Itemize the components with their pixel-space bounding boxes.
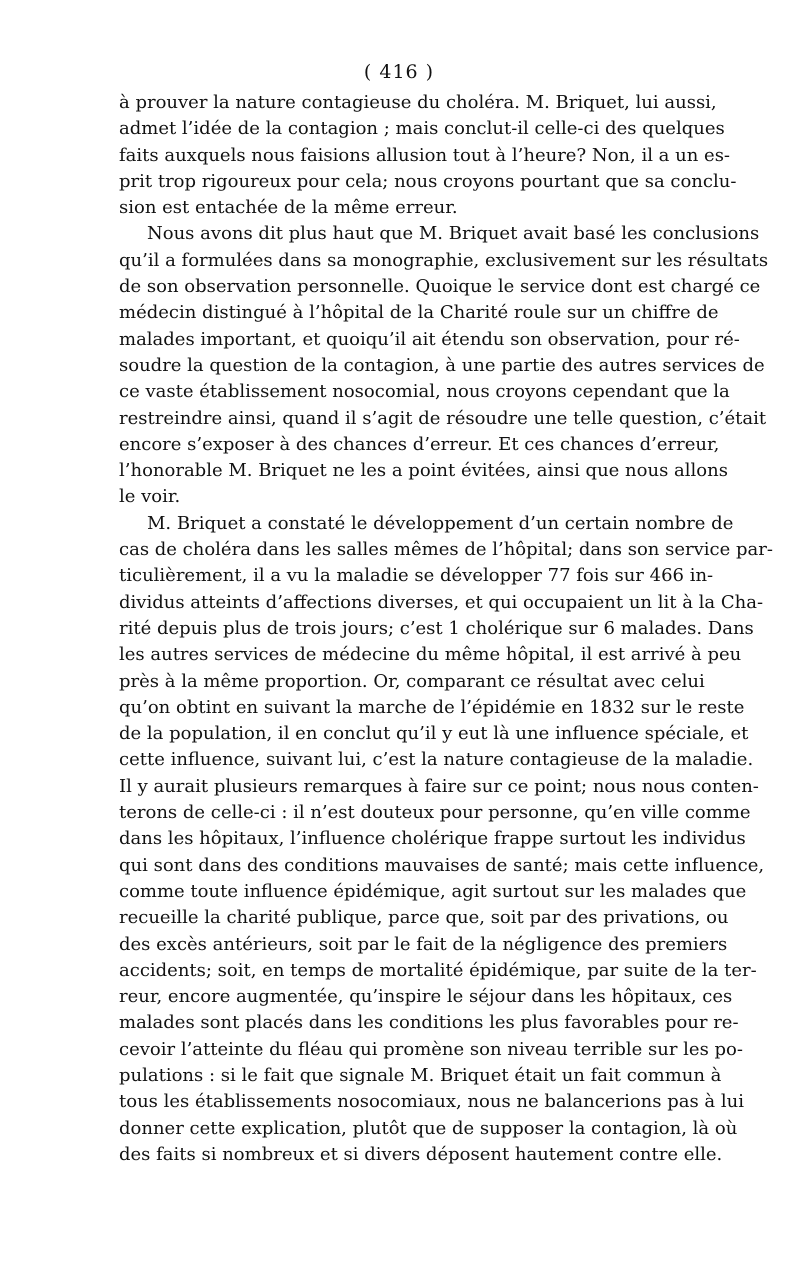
text-line: recueille la charité publique, parce que, soit par des privations, ou — [119, 907, 729, 929]
text-line: qu’il a formulées dans sa monographie, exclusivement sur les résultats — [119, 249, 769, 271]
text-line: terons de celle-ci : il n’est douteux pour personne, qu’en ville comme — [119, 802, 751, 824]
text-line: rité depuis plus de trois jours; c’est 1 cholérique sur 6 malades. Dans — [119, 617, 754, 639]
text-line: de la population, il en conclut qu’il y eut là une influence spéciale, et — [119, 723, 749, 745]
text-line: restreindre ainsi, quand il s’agit de résoudre une telle question, c’était — [119, 407, 767, 429]
page-body — [119, 90, 773, 1168]
text-line: ticulièrement, il a vu la maladie se développer 77 fois sur 466 in- — [119, 565, 714, 587]
text-line: malades important, et quoiqu’il ait étendu son observation, pour ré- — [119, 328, 740, 350]
text-line: dividus atteints d’affections diverses, et qui occupaient un lit à la Cha- — [119, 591, 764, 613]
text-line: tous les établissements nosocomiaux, nous ne balancerions pas à lui — [119, 1091, 744, 1113]
text-line: Nous avons dit plus haut que M. Briquet avait basé les conclusions — [147, 223, 760, 245]
paragraph — [119, 221, 769, 510]
book-page — [119, 60, 773, 1165]
text-line: malades sont placés dans les conditions les plus favorables pour re- — [119, 1012, 739, 1034]
text-line: cas de choléra dans les salles mêmes de l’hôpital; dans son service par- — [119, 539, 773, 561]
text-line: à prouver la nature contagieuse du choléra. M. Briquet, lui aussi, — [119, 92, 717, 113]
text-line: pulations : si le fait que signale M. Briquet était un fait commun à — [119, 1064, 722, 1086]
text-line: les autres services de médecine du même hôpital, il est arrivé à peu — [119, 644, 742, 666]
text-line: dans les hôpitaux, l’influence cholérique frappe surtout les individus — [119, 828, 746, 850]
text-line: des excès antérieurs, soit par le fait de la négligence des premiers — [119, 933, 728, 955]
text-line: M. Briquet a constaté le développement d’un certain nombre de — [147, 512, 734, 534]
text-line: accidents; soit, en temps de mortalité épidémique, par suite de la ter- — [119, 959, 757, 981]
text-line: médecin distingué à l’hôpital de la Charité roule sur un chiffre de — [119, 302, 719, 324]
text-line: encore s’exposer à des chances d’erreur. Et ces chances d’erreur, — [119, 433, 720, 455]
paragraph — [119, 511, 773, 1168]
text-line: le voir. — [119, 486, 181, 508]
text-line: sion est entachée de la même erreur. — [119, 197, 458, 219]
text-line: soudre la question de la contagion, à une partie des autres services de — [119, 354, 765, 376]
page-number: ( 416 ) — [363, 61, 435, 83]
text-line: cette influence, suivant lui, c’est la nature contagieuse de la maladie. — [119, 749, 754, 771]
text-line: donner cette explication, plutôt que de supposer la contagion, là où — [119, 1117, 738, 1139]
text-line: Il y aurait plusieurs remarques à faire sur ce point; nous nous conten- — [119, 775, 759, 797]
text-line: l’honorable M. Briquet ne les a point évitées, ainsi que nous allons — [119, 460, 728, 482]
text-line: prit trop rigoureux pour cela; nous croyons pourtant que sa conclu- — [119, 170, 737, 192]
text-line: cevoir l’atteinte du fléau qui promène son niveau terrible sur les po- — [119, 1038, 743, 1060]
text-line: faits auxquels nous faisions allusion tout à l’heure? Non, il a un es- — [119, 144, 731, 166]
text-line: ce vaste établissement nosocomial, nous croyons cependant que la — [119, 381, 730, 403]
paragraph — [119, 90, 737, 221]
text-line: qu’on obtint en suivant la marche de l’épidémie en 1832 sur le reste — [119, 696, 745, 718]
text-line: des faits si nombreux et si divers déposent hautement contre elle. — [119, 1143, 723, 1165]
text-line: admet l’idée de la contagion ; mais conclut-il celle-ci des quelques — [119, 118, 725, 140]
text-line: de son observation personnelle. Quoique le service dont est chargé ce — [119, 276, 761, 298]
text-line: qui sont dans des conditions mauvaises de santé; mais cette influence, — [119, 854, 765, 876]
text-line: près à la même proportion. Or, comparant ce résultat avec celui — [119, 670, 705, 692]
text-line: comme toute influence épidémique, agit surtout sur les malades que — [119, 880, 747, 902]
text-line: reur, encore augmentée, qu’inspire le séjour dans les hôpitaux, ces — [119, 986, 733, 1008]
